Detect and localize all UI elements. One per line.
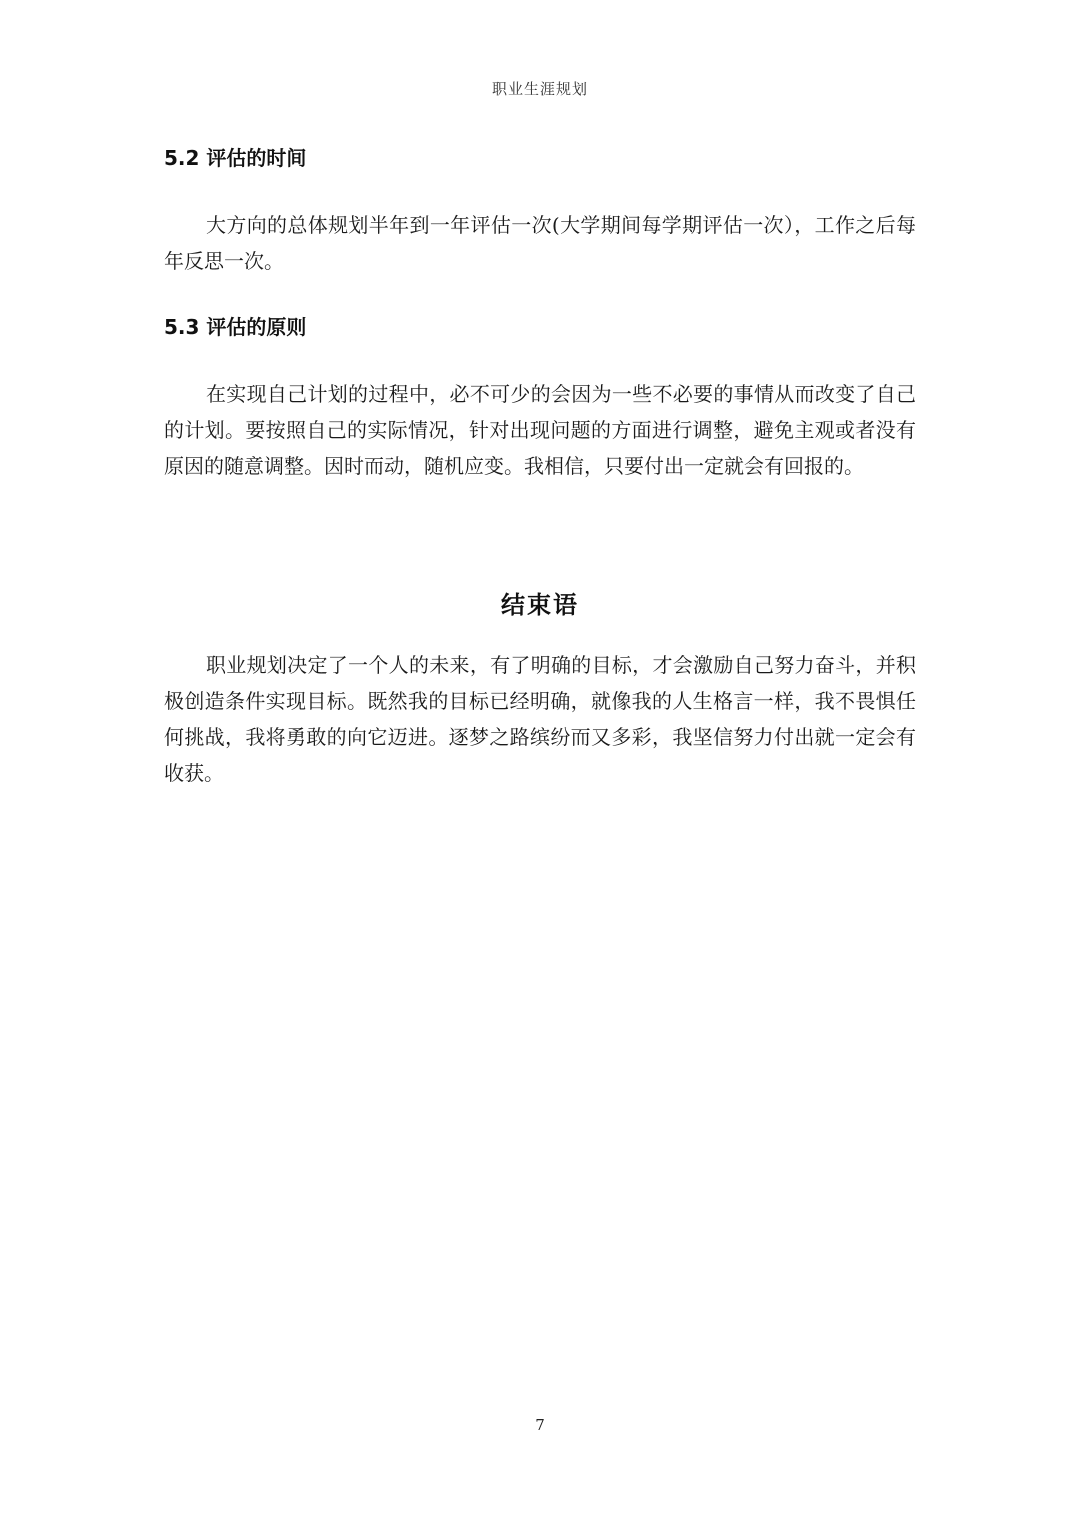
section-heading-5-2: 5.2 评估的时间 — [164, 146, 307, 170]
section-heading-5-3: 5.3 评估的原则 — [164, 315, 307, 339]
section-paragraph-5-2: 大方向的总体规划半年到一年评估一次(大学期间每学期评估一次），工作之后每年反思一次。 — [164, 213, 916, 273]
closing-paragraph: 职业规划决定了一个人的未来，有了明确的目标，才会激励自己努力奋斗，并积极创造条件实现目标。既然我的目标已经明确，就像我的人生格言一样，我不畏惧任何挑战，我将勇敢的向它迈进。逐梦之路缤纷而又多彩，我坚信努力付出就一定会有收获。 — [164, 653, 916, 785]
closing-title: 结束语 — [501, 590, 579, 619]
page-number: 7 — [535, 1416, 545, 1434]
running-header: 职业生涯规划 — [491, 80, 588, 98]
section-paragraph-5-3: 在实现自己计划的过程中，必不可少的会因为一些不必要的事情从而改变了自己的计划。要按照自己的实际情况，针对出现问题的方面进行调整，避免主观或者没有原因的随意调整。因时而动，随机应变。我相信，只要付出一定就会有回报的。 — [164, 382, 916, 478]
